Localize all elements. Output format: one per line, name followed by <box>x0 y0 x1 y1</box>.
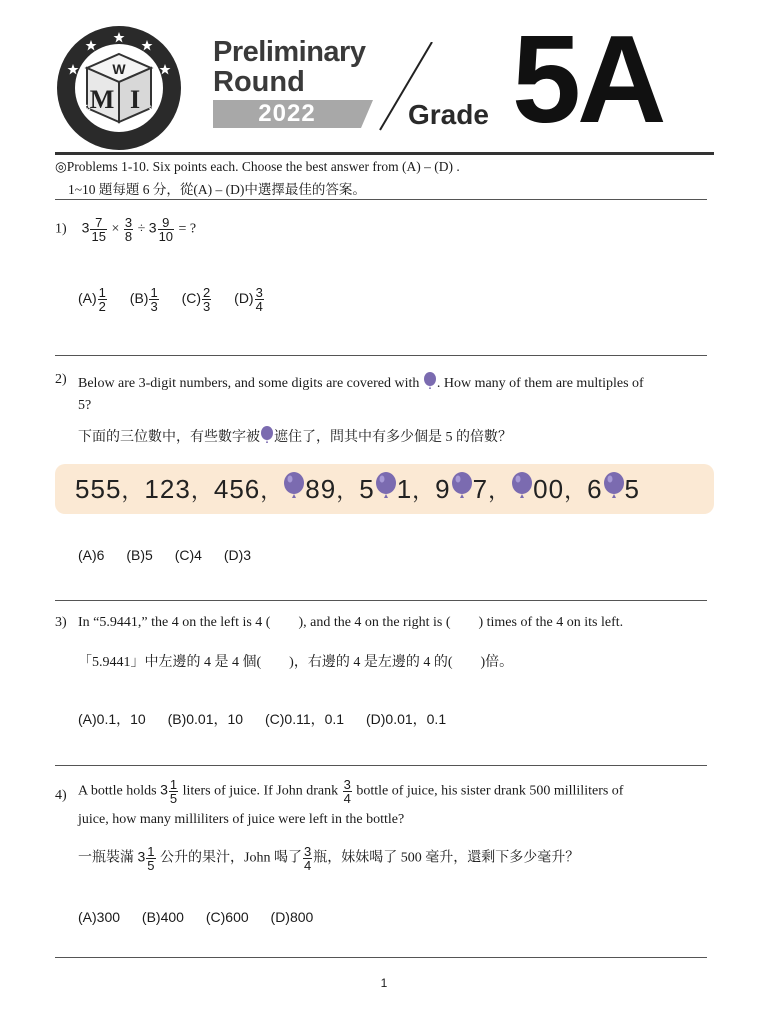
q1-number: 1) <box>55 221 67 237</box>
number-item: 5 1 <box>359 474 412 504</box>
divider <box>55 765 707 766</box>
number-separator: ， <box>260 478 284 503</box>
q3-options <box>78 709 464 729</box>
number-item: 9 7 <box>435 474 488 504</box>
q3-stem-en: In “5.9441,” the 4 on the left is 4 ( ), and the 4 on the right is ( ) times of the 4 on its left. <box>78 615 624 630</box>
number-list <box>75 472 640 510</box>
balloon-icon <box>451 472 473 510</box>
number-item: 6 5 <box>587 474 640 504</box>
q1-options <box>78 286 283 313</box>
q1-option-d[interactable]: (D) $\frac{3}{4}$ <box>234 285 263 314</box>
balloon-icon <box>260 426 274 449</box>
q1-stem <box>55 216 196 243</box>
grade-label: Grade <box>408 99 489 130</box>
q3-number: 3) <box>55 615 67 630</box>
q3-option-a[interactable]: (A)0.1，10 <box>78 711 146 727</box>
year-banner <box>213 100 373 128</box>
q3-option-c[interactable]: (C)0.11，0.1 <box>264 711 345 727</box>
q4-stem-en-line1: A bottle holds 3 $\frac{1}{5}$ liters of juice. If John drank $\frac{3}{4}$ bottle of juice, his sister drank 500 milliliters of <box>78 777 624 806</box>
svg-text:M: M <box>89 85 115 114</box>
title-preliminary: Preliminary <box>213 36 366 68</box>
number-separator: ， <box>488 478 512 503</box>
q2-stem-en: Below are 3-digit numbers, and some digits are covered with . How many of them are multiples of 5? <box>78 372 713 415</box>
q1-option-c[interactable]: (C) $\frac{2}{3}$ <box>181 285 211 314</box>
number-item: 456 <box>213 474 261 504</box>
q4-stem-zh: 一瓶裝滿 3 $\frac{1}{5}$ 公升的果汁，John 喝了 $\frac{3}{4}$ 瓶，妹妹喝了 500 毫升，還剩下多少毫升？ <box>78 844 580 873</box>
q2-number: 2) <box>55 372 67 387</box>
balloon-icon <box>423 372 437 396</box>
balloon-icon <box>283 472 305 510</box>
number-item: 555 <box>75 474 122 504</box>
grade-value: 5A <box>512 11 663 149</box>
number-item: 00 <box>511 474 564 504</box>
instructions-en: ◎Problems 1-10. Six points each. Choose the best answer from (A) – (D) . <box>55 159 460 174</box>
q1-whole3: 3 <box>148 219 157 236</box>
divider <box>55 355 707 356</box>
q2-option-d[interactable]: (D)3 <box>223 547 252 563</box>
q2-option-c[interactable]: (C)4 <box>174 547 202 563</box>
q1-whole1: 3 <box>81 219 90 236</box>
number-item: 89 <box>283 474 336 504</box>
q1-fraction2: $\frac{3}{8}$ <box>124 215 133 244</box>
q4-stem-en-line2: juice, how many milliliters of juice were left in the bottle? <box>78 812 405 827</box>
divider <box>55 957 707 958</box>
number-item: 123 <box>144 474 191 504</box>
balloon-icon <box>375 472 397 510</box>
number-separator: ， <box>564 478 588 503</box>
q3-stem-zh: 「5.9441」中左邊的 4 是 4 個( )，右邊的 4 是左邊的 4 的( )倍。 <box>78 655 514 670</box>
number-separator: ， <box>121 478 145 503</box>
q4-fraction-bottle: $\frac{3}{4}$ <box>343 777 351 806</box>
title-round: Round <box>213 66 305 98</box>
q1-op-divide: ÷ <box>137 221 146 237</box>
q4-options <box>78 909 331 925</box>
instructions-zh: 1~10 題每題 6 分，從(A) – (D)中選擇最佳的答案。 <box>68 182 366 197</box>
year-text: 2022 <box>258 100 316 127</box>
q1-tail: = ? <box>178 221 197 237</box>
q3-option-d[interactable]: (D)0.01，0.1 <box>365 711 447 727</box>
divider <box>55 199 707 200</box>
divider <box>55 600 707 601</box>
balloon-icon <box>511 472 533 510</box>
q4-option-d[interactable]: (D)800 <box>270 909 314 925</box>
wmi-logo <box>55 24 183 152</box>
q4-number: 4) <box>55 788 67 803</box>
number-separator: ， <box>412 478 436 503</box>
q4-option-b[interactable]: (B)400 <box>141 909 184 925</box>
svg-text:World Mathematics Invitational: World Mathematics Invitational <box>74 89 163 133</box>
q1-fraction3: $\frac{9}{10}$ <box>158 215 174 244</box>
page-number: 1 <box>380 976 388 990</box>
q1-fraction1: $\frac{7}{15}$ <box>91 215 106 244</box>
q4-fraction-liters: $\frac{1}{5}$ <box>169 777 178 806</box>
q2-option-a[interactable]: (A)6 <box>78 547 105 563</box>
balloon-icon <box>603 472 625 510</box>
q1-option-b[interactable]: (B) $\frac{1}{3}$ <box>129 285 158 314</box>
q1-op-times: × <box>111 221 120 237</box>
q1-option-a[interactable]: (A) $\frac{1}{2}$ <box>78 285 106 314</box>
svg-text:I: I <box>129 85 141 114</box>
number-separator: ， <box>336 478 360 503</box>
q2-options <box>78 547 269 563</box>
q4-option-a[interactable]: (A)300 <box>78 909 121 925</box>
q2-option-b[interactable]: (B)5 <box>126 547 153 563</box>
q4-option-c[interactable]: (C)600 <box>205 909 249 925</box>
q3-option-b[interactable]: (B)0.01，10 <box>167 711 244 727</box>
logo-letter-w: W <box>112 61 126 77</box>
header-rule <box>55 152 714 155</box>
q2-stem-zh: 下面的三位數中，有些數字被 遮住了，問其中有多少個是 5 的倍數？ <box>78 426 512 449</box>
number-separator: ， <box>190 478 214 503</box>
